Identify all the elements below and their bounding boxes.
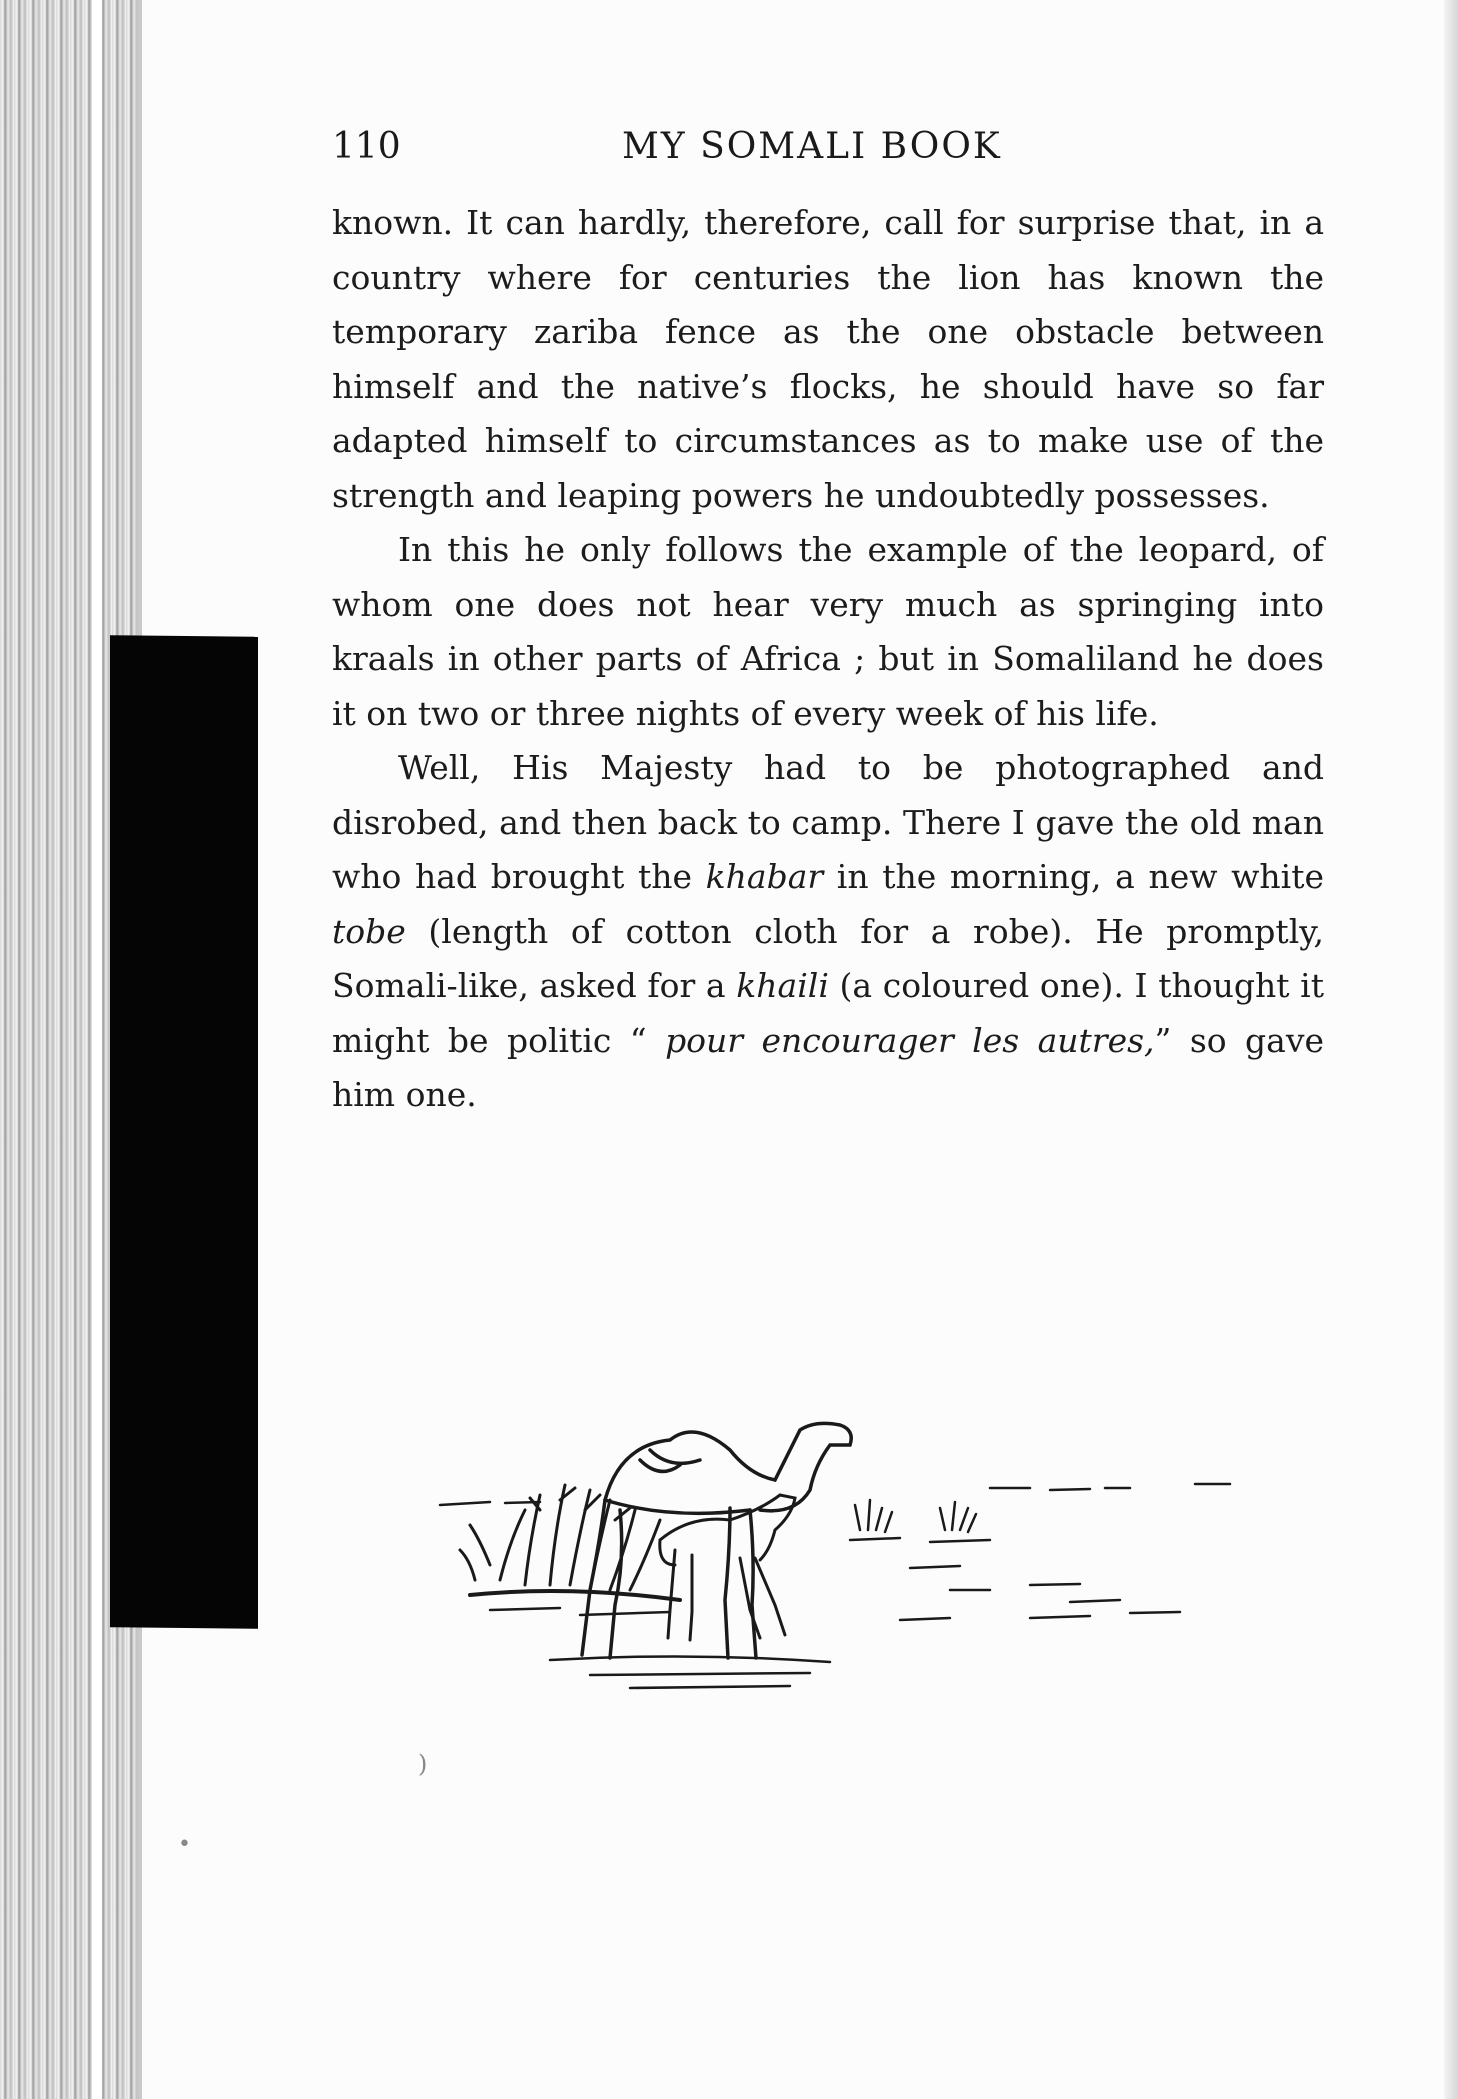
italic-text: tobe [332, 911, 406, 951]
running-title: MY SOMALI BOOK [622, 126, 1002, 167]
paragraph [332, 523, 1324, 741]
text-run: in the morning, a new white [823, 857, 1324, 896]
stray-mark: • [178, 1832, 191, 1857]
black-bookmark-tab [110, 635, 258, 1629]
adult-camel [582, 1423, 851, 1658]
text-run: In this he only follows the example of the leopard, of whom one does not hear very much as springing into kraals in other parts of Africa ; but in Somaliland he does it on two or three nights of every week of his life. [332, 530, 1324, 733]
italic-text: khaili [736, 966, 829, 1005]
text-run: (a coloured one). I thought it might be politic “ [332, 966, 1324, 1060]
text-run: known. It can hardly, therefore, call for surprise that, in a country where for centuries the lion has known the temporary zariba fence as the one obstacle between himself and the native’s flocks, he should have so far adapted himself to circumstances as to make use of the strength and leaping powers he undoubtedly possesses. [332, 203, 1324, 515]
italic-text: khabar [705, 857, 824, 896]
camel-illustration [430, 1390, 1250, 1740]
stray-mark: ) [418, 1750, 428, 1778]
spine-gap [92, 0, 102, 2099]
paragraph [332, 741, 1324, 1123]
italic-text: pour encourager les autres, [665, 1020, 1155, 1060]
right-page-edge [1444, 0, 1458, 2099]
paragraph [332, 196, 1324, 523]
page-number: 110 [332, 126, 401, 167]
text-run: Well, His Majesty had to be photographed and disrobed, and then back to camp. There I gave the old man who had brought the [332, 748, 1324, 896]
body-text [332, 196, 1324, 1123]
running-header [332, 126, 1332, 176]
text-run: ” so gave him one. [332, 1020, 1324, 1114]
text-run: (length of cotton cloth for a robe). He promptly, Somali-like, asked for a [332, 911, 1324, 1005]
